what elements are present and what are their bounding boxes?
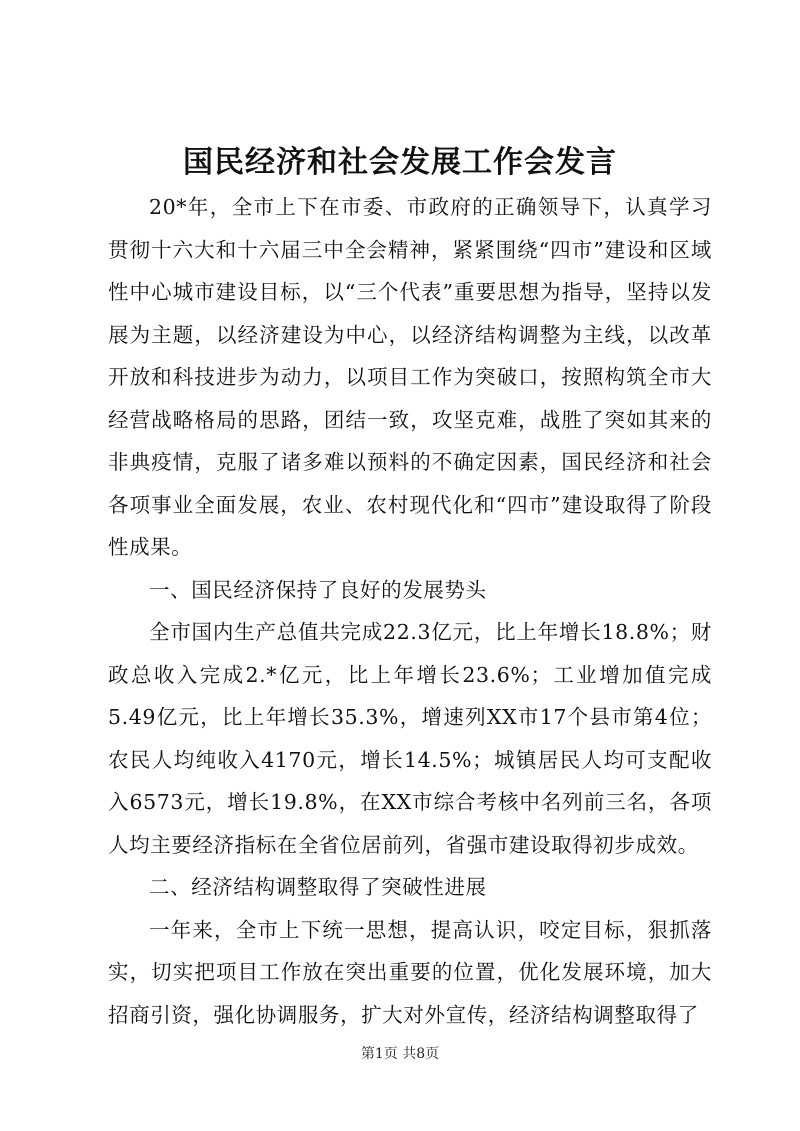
page-footer: 第1页 共8页 <box>360 1046 440 1062</box>
document-body <box>108 186 712 1036</box>
section-2-heading: 二、经济结构调整取得了突破性进展 <box>149 875 487 899</box>
section-1-paragraph: 全市国内生产总值共完成22.3亿元，比上年增长18.8%；财政总收入完成2.*亿元，比上年增长23.6%；工业增加值完成5.49亿元，比上年增长35.3%，增速列XX市17个县市第4位；农民人均纯收入4170元，增长14.5%；城镇居民人均可支配收入6573元，增长19.8%，在XX市综合考核中名列前三名，各项人均主要经济指标在全省位居前列，省强市建设取得初步成效。 <box>108 620 712 857</box>
document-title: 国民经济和社会发展工作会发言 <box>183 145 617 180</box>
intro-paragraph: 20*年，全市上下在市委、市政府的正确领导下，认真学习贯彻十六大和十六届三中全会精神，紧紧围绕“四市”建设和区域性中心城市建设目标，以“三个代表”重要思想为指导，坚持以发展为主题，以经济建设为中心，以经济结构调整为主线，以改革开放和科技进步为动力，以项目工作为突破口，按照构筑全市大经营战略格局的思路，团结一致，攻坚克难，战胜了突如其来的非典疫情，克服了诸多难以预料的不确定因素，国民经济和社会各项事业全面发展，农业、农村现代化和“四市”建设取得了阶段性成果。 <box>108 195 712 559</box>
section-2-paragraph: 一年来，全市上下统一思想，提高认识，咬定目标，狠抓落实，切实把项目工作放在突出重要的位置，优化发展环境，加大招商引资，强化协调服务，扩大对外宣传，经济结构调整取得了 <box>108 917 712 1027</box>
section-1-heading: 一、国民经济保持了良好的发展势头 <box>149 577 487 602</box>
